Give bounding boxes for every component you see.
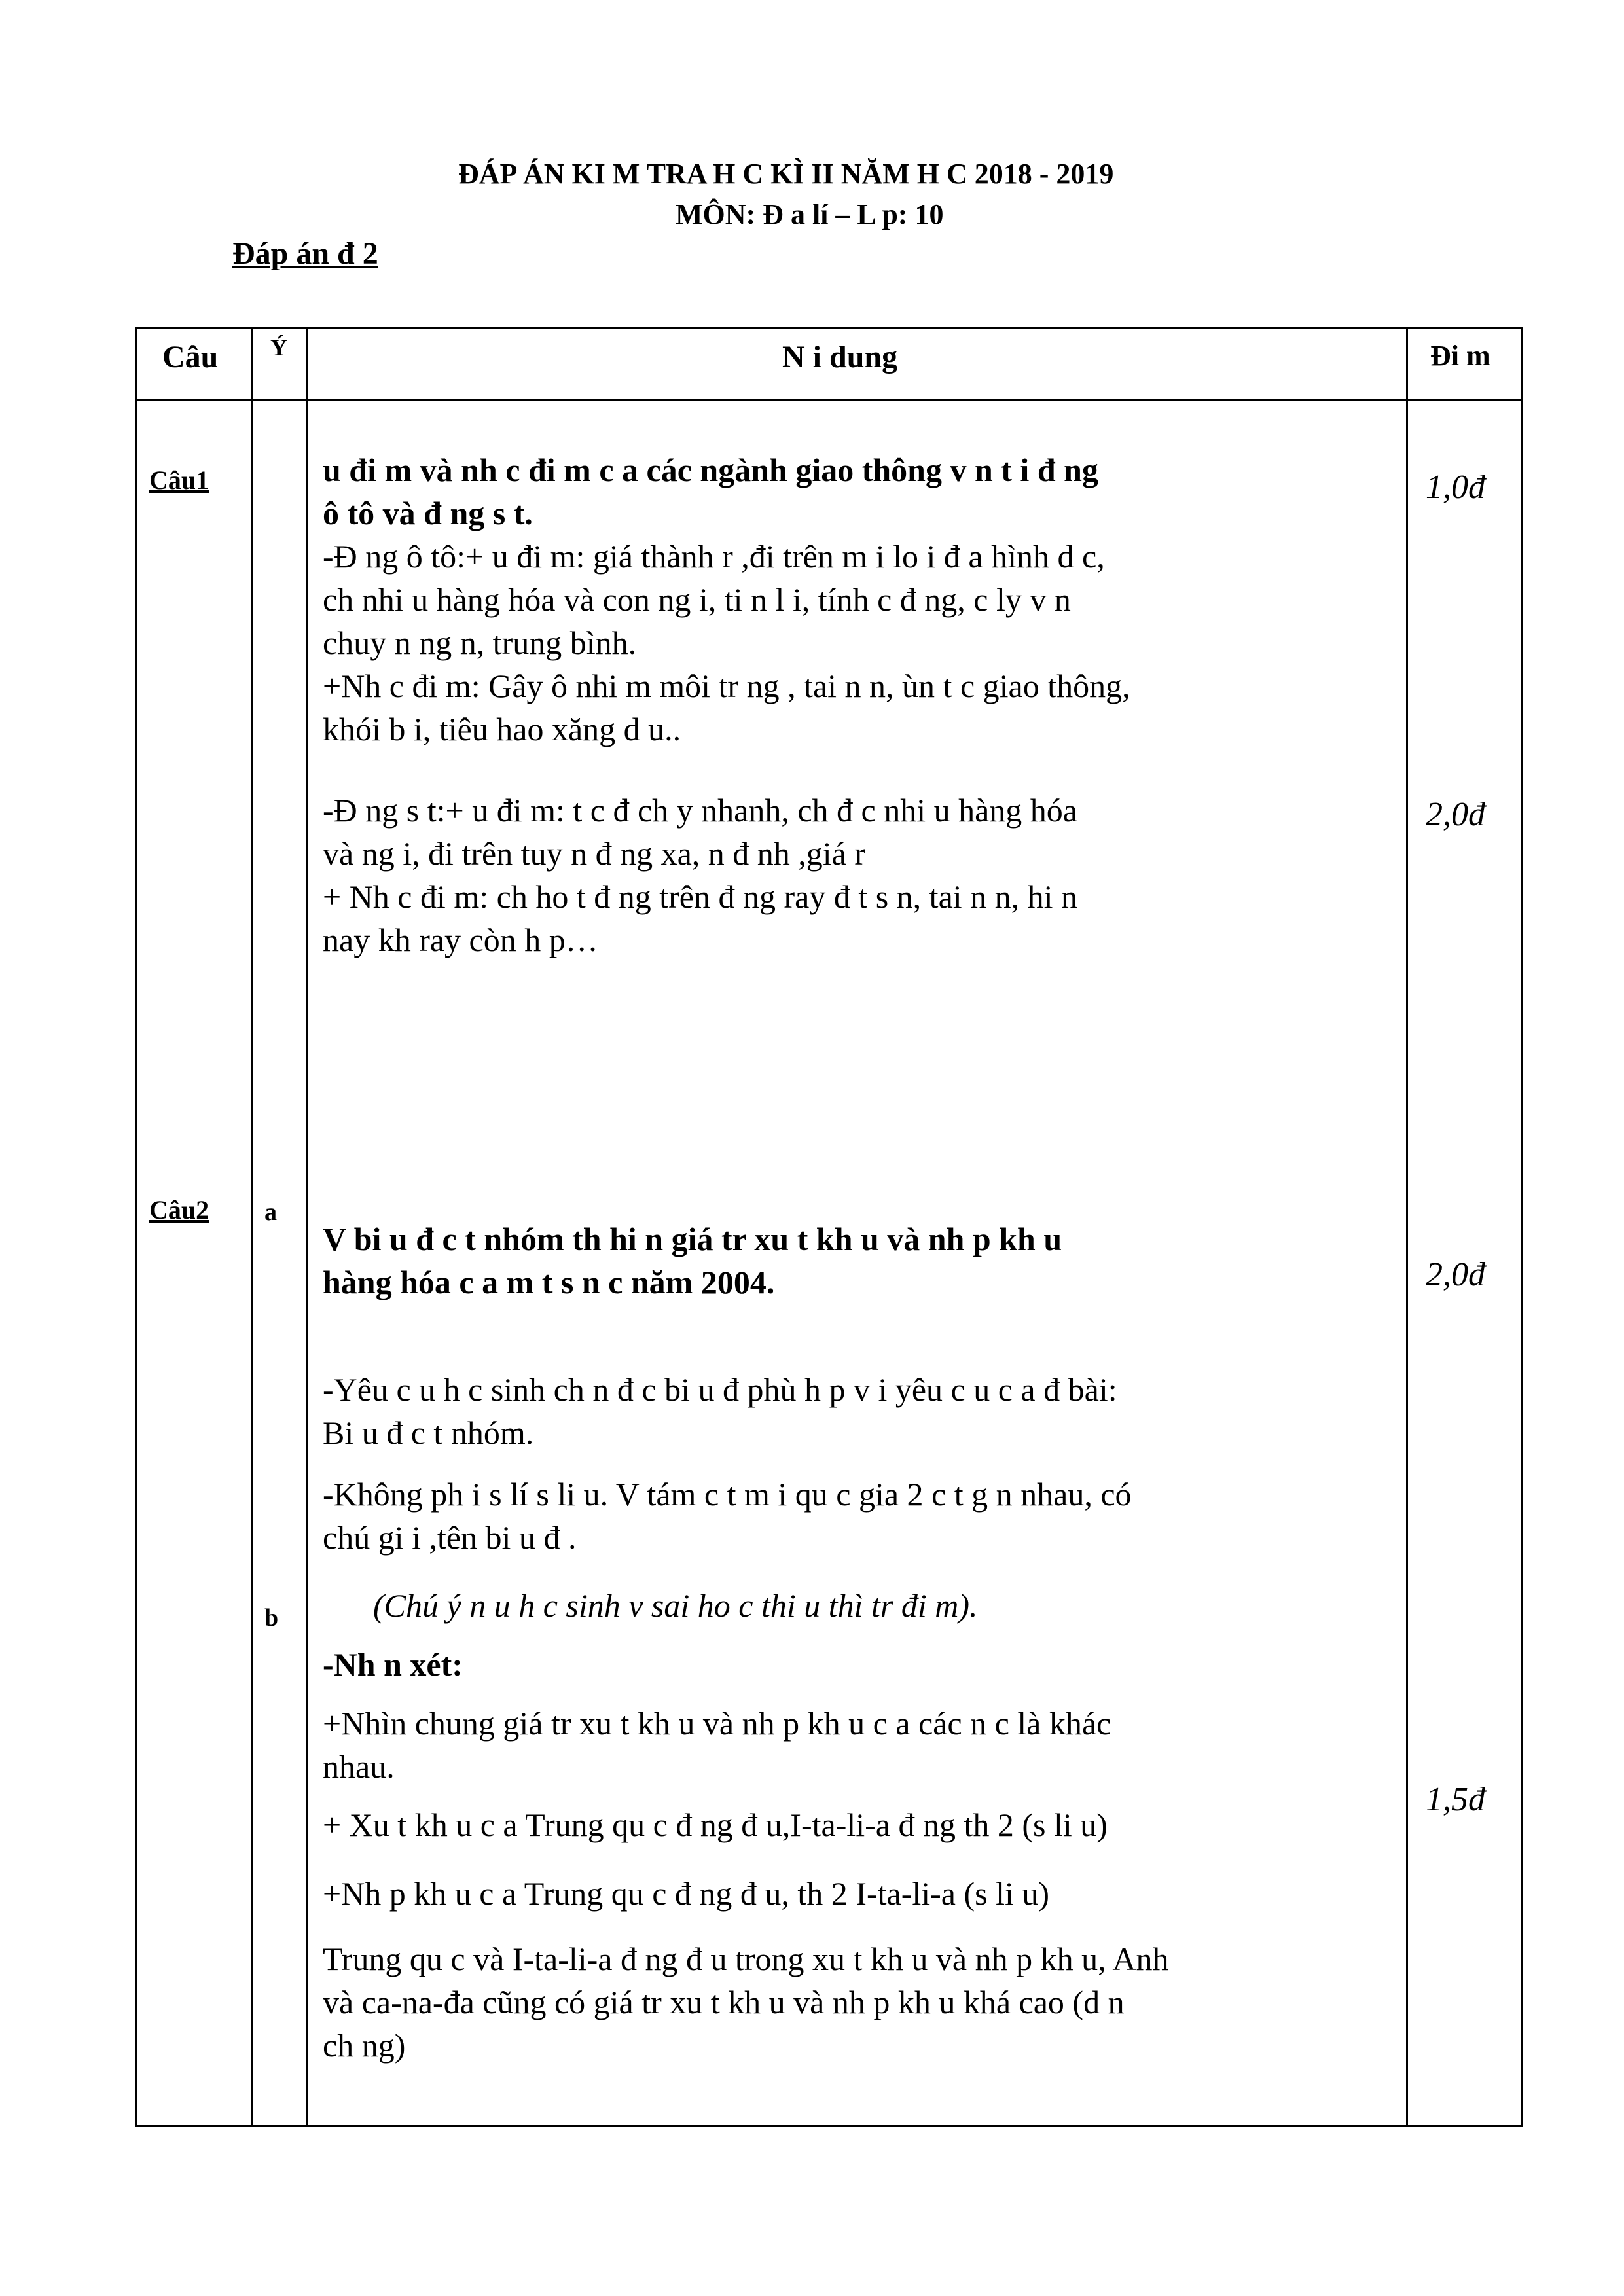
q1-road-line-5: khói b i, tiêu hao xăng d u..: [323, 711, 681, 747]
q2-requirement: [323, 1368, 1386, 1454]
q2-remark-3: +Nh p kh u c a Trung qu c đ ng đ u, th 2 I-ta-li-a (s li u): [323, 1875, 1050, 1912]
question-1-content: [323, 448, 1386, 751]
column-header-content: N i dung: [782, 340, 898, 374]
q1-heading-line-2: ô tô và đ ng s t.: [323, 495, 533, 531]
q1-road-line-3: chuy n ng n, trung bình.: [323, 624, 637, 661]
column-header-score: Đi m: [1430, 340, 1490, 372]
q2-nop-line-2: chú gi i ,tên bi u đ .: [323, 1519, 577, 1556]
q2-note: (Chú ý n u h c sinh v sai ho c thi u thì tr đi m).: [373, 1587, 978, 1624]
q2-r1-line-1: +Nhìn chung giá tr xu t kh u và nh p kh u c a các n c là khác: [323, 1705, 1111, 1742]
question-1-label: Câu1: [149, 465, 209, 495]
q2-score-a: 2,0đ: [1426, 1256, 1485, 1293]
title-line-2: MÔN: Đ a lí – L p: 10: [676, 198, 944, 230]
q2-heading-line-2: hàng hóa c a m t s n c năm 2004.: [323, 1264, 775, 1300]
answer-code: Đáp án đ 2: [232, 236, 378, 271]
q1-road-line-1: -Đ ng ô tô:+ u đi m: giá thành r ,đi trên m i lo i đ a hình d c,: [323, 538, 1105, 575]
q2-heading: [323, 1217, 1386, 1304]
q2-heading-line-1: V bi u đ c t nhóm th hi n giá tr xu t kh u và nh p kh u: [323, 1221, 1062, 1257]
q1-road-line-4: +Nh c đi m: Gây ô nhi m môi tr ng , tai n n, ùn t c giao thông,: [323, 668, 1130, 704]
q2-part-b: b: [264, 1604, 279, 1632]
q2-remark-4: [323, 1937, 1386, 2067]
q1-rail-line-4: nay kh ray còn h p…: [323, 922, 598, 958]
q2-part-a: a: [264, 1198, 277, 1226]
q2-remark-2: + Xu t kh u c a Trung qu c đ ng đ u,I-ta-li-a đ ng th 2 (s li u): [323, 1806, 1108, 1843]
q2-r1-line-2: nhau.: [323, 1748, 395, 1785]
q1-rail-line-1: -Đ ng s t:+ u đi m: t c đ ch y nhanh, ch đ c nhi u hàng hóa: [323, 792, 1078, 829]
title-line-1: ĐÁP ÁN KI M TRA H C KÌ II NĂM H C 2018 - 2019: [458, 158, 1114, 190]
q1-rail-line-3: + Nh c đi m: ch ho t đ ng trên đ ng ray đ t s n, tai n n, hi n: [323, 878, 1078, 915]
q1-rail-line-2: và ng i, đi trên tuy n đ ng xa, n đ nh ,giá r: [323, 835, 866, 872]
q1-road-line-2: ch nhi u hàng hóa và con ng i, ti n l i, tính c đ ng, c ly v n: [323, 581, 1071, 618]
q2-r4-line-1: Trung qu c và I-ta-li-a đ ng đ u trong xu t kh u và nh p kh u, Anh: [323, 1941, 1169, 1977]
question-2-label: Câu2: [149, 1195, 209, 1225]
q2-no-processing: [323, 1473, 1386, 1559]
column-header-cau: Câu: [162, 340, 219, 374]
q2-remark-1: [323, 1702, 1386, 1788]
q2-r4-line-3: ch ng): [323, 2027, 406, 2064]
q2-remarks-heading: -Nh n xét:: [323, 1646, 463, 1683]
q2-r4-line-2: và ca-na-đa cũng có giá tr xu t kh u và nh p kh u khá cao (d n: [323, 1984, 1125, 2020]
q2-nop-line-1: -Không ph i s lí s li u. V tám c t m i qu c gia 2 c t g n nhau, có: [323, 1476, 1132, 1513]
q1-score-1: 1,0đ: [1426, 469, 1485, 506]
q2-score-b: 1,5đ: [1426, 1781, 1485, 1818]
question-1-rail: [323, 789, 1386, 961]
q1-heading-line-1: u đi m và nh c đi m c a các ngành giao thông v n t i đ ng: [323, 452, 1098, 488]
column-header-y: Ý: [270, 334, 287, 361]
q2-req-line-1: -Yêu c u h c sinh ch n đ c bi u đ phù h p v i yêu c u c a đ bài:: [323, 1371, 1117, 1408]
q2-req-line-2: Bi u đ c t nhóm.: [323, 1414, 534, 1451]
q1-score-2: 2,0đ: [1426, 796, 1485, 833]
